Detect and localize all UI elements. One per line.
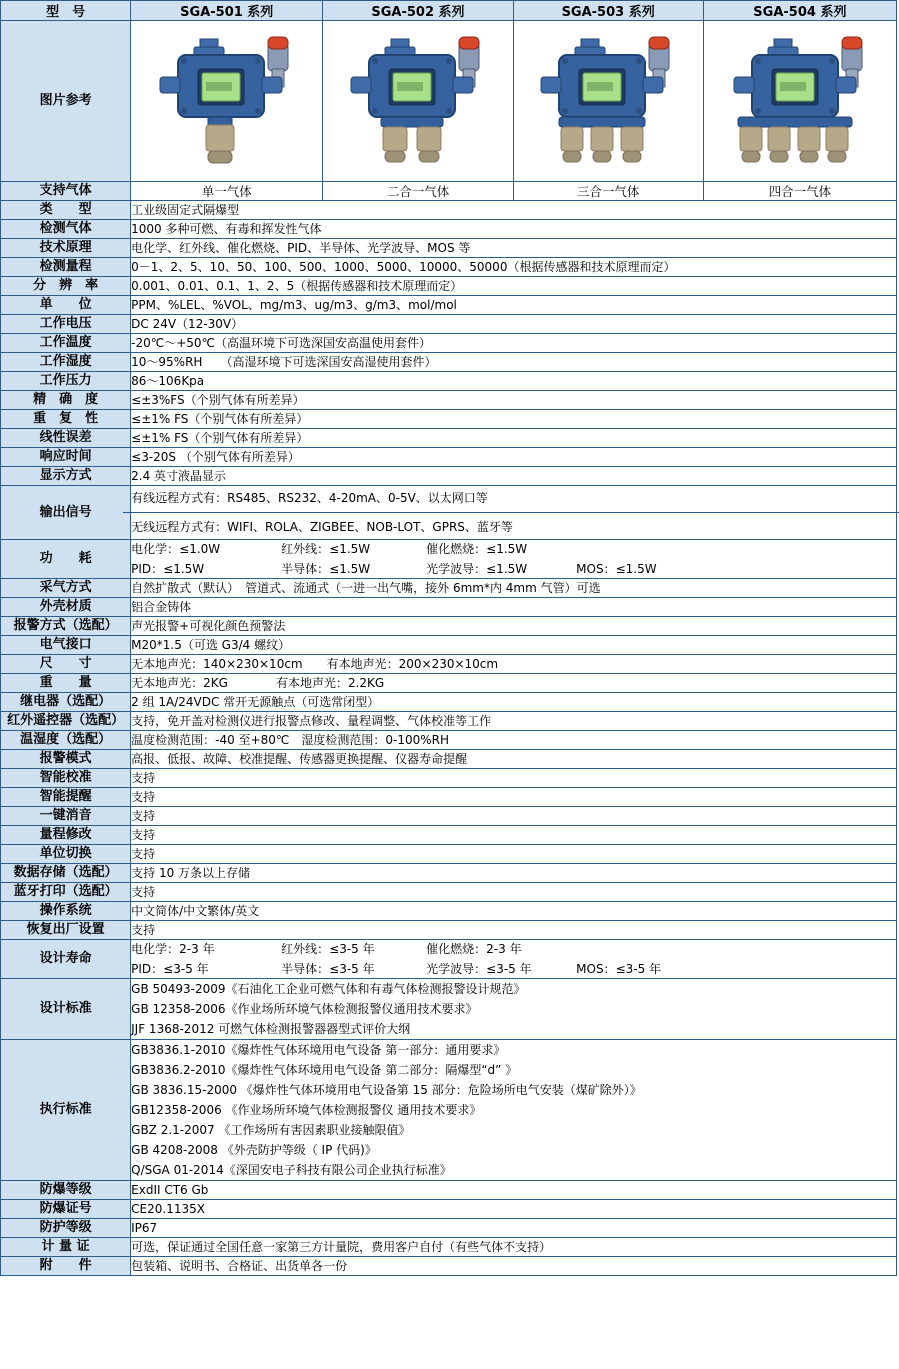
row-label: 防护等级 <box>1 1219 131 1238</box>
row-label: 数据存储（选配） <box>1 864 131 883</box>
life-item-value: ≤3-5 年 <box>486 962 532 976</box>
row-value: 无本地声光：140×230×10cm 有本地声光：200×230×10cm <box>131 655 897 674</box>
life-item-name: PID： <box>131 962 164 976</box>
table-row <box>1 391 897 410</box>
row-label: 蓝牙打印（选配） <box>1 883 131 902</box>
row-label: 工作湿度 <box>1 353 131 372</box>
life-item-value: ≤3-5 年 <box>329 942 375 956</box>
table-row <box>1 598 897 617</box>
table-row <box>1 826 897 845</box>
power-item-value: ≤1.5W <box>615 562 657 576</box>
row-value: DC 24V（12-30V） <box>131 315 897 334</box>
power-item-name: 光学波导： <box>426 562 487 576</box>
table-row <box>1 636 897 655</box>
detector-illustration-2-sensor <box>333 25 503 175</box>
output-signal-row <box>1 486 897 540</box>
row-value: 温度检测范围：-40 至+80℃ 湿度检测范围：0-100%RH <box>131 731 897 750</box>
row-value: 无本地声光：2KG 有本地声光：2.2KG <box>131 674 897 693</box>
design-life-value <box>131 940 897 979</box>
device-image-501 <box>131 21 323 182</box>
power-item-value: ≤1.5W <box>329 562 371 576</box>
table-row <box>1 921 897 940</box>
row-value: 声光报警+可视化颜色预警法 <box>131 617 897 636</box>
row-value: 可选，保证通过全国任意一家第三方计量院，费用客户自付（有些气体不支持） <box>131 1238 897 1257</box>
row-label: 重 复 性 <box>1 410 131 429</box>
row-label: 防爆等级 <box>1 1181 131 1200</box>
execution-standard-line: GB3836.2-2010《爆炸性气体环境用电气设备 第二部分：隔爆型“d” 》 <box>131 1063 518 1077</box>
life-item-value: ≤3-5 年 <box>615 962 662 976</box>
table-row <box>1 1181 897 1200</box>
detector-illustration-4-sensor <box>712 25 888 175</box>
table-row <box>1 448 897 467</box>
row-value: 自然扩散式（默认） 管道式、流通式（一进一出气嘴，接外 6mm*内 4mm 气管）可选 <box>131 579 897 598</box>
table-row <box>1 467 897 486</box>
row-label: 工作电压 <box>1 315 131 334</box>
table-row <box>1 239 897 258</box>
row-value: ≤±1% FS（个别气体有所差异） <box>131 429 897 448</box>
table-row <box>1 807 897 826</box>
row-value: 铝合金铸体 <box>131 598 897 617</box>
table-header-row <box>1 1 897 21</box>
power-item-name: 半导体： <box>281 562 330 576</box>
supported-gas-501: 单一气体 <box>131 182 323 201</box>
design-life-label: 设计寿命 <box>1 940 131 979</box>
row-label: 检测量程 <box>1 258 131 277</box>
row-label: 工作压力 <box>1 372 131 391</box>
table-row <box>1 334 897 353</box>
execution-standard-line: GB 3836.15-2000 《爆炸性气体环境用电气设备第 15 部分：危险场所电气安装（煤矿除外）》 <box>131 1083 642 1097</box>
row-label: 类 型 <box>1 201 131 220</box>
execution-standard-line: GB12358-2006 《作业场所环境气体检测报警仪 通用技术要求》 <box>131 1103 482 1117</box>
power-item-value: ≤1.5W <box>486 562 528 576</box>
supported-gas-row <box>1 182 897 201</box>
output-wireless-line: 无线远程方式有：WIFI、ROLA、ZIGBEE、NOB-LOT、GPRS、蓝牙等 <box>131 520 513 534</box>
life-item-name: 半导体： <box>281 962 330 976</box>
row-value: 支持 10 万条以上存储 <box>131 864 897 883</box>
device-image-504 <box>703 21 896 182</box>
row-value: 包装箱、说明书、合格证、出货单各一份 <box>131 1257 897 1276</box>
row-label: 采气方式 <box>1 579 131 598</box>
row-value: IP67 <box>131 1219 897 1238</box>
life-item-value: 2-3 年 <box>486 942 522 956</box>
table-row <box>1 1219 897 1238</box>
row-value: ≤3-20S （个别气体有所差异） <box>131 448 897 467</box>
power-item-name: 催化燃烧： <box>426 542 487 556</box>
life-item-name: 催化燃烧： <box>426 942 487 956</box>
design-standard-line: GB 50493-2009《石油化工企业可燃气体和有毒气体检测报警设计规范》 <box>131 982 526 996</box>
supported-gas-504: 四合一气体 <box>703 182 896 201</box>
life-item-value: ≤3-5 年 <box>329 962 375 976</box>
row-value: CE20.1135X <box>131 1200 897 1219</box>
row-value: 0－1、2、5、10、50、100、500、1000、5000、10000、50000（根据传感器和技术原理而定） <box>131 258 897 277</box>
table-row <box>1 731 897 750</box>
execution-standard-line: GBZ 2.1-2007 《工作场所有害因素职业接触限值》 <box>131 1123 411 1137</box>
row-value: 电化学、红外线、催化燃烧、PID、半导体、光学波导、MOS 等 <box>131 239 897 258</box>
execution-standard-line: GB 4208-2008 《外壳防护等级（ IP 代码)》 <box>131 1143 377 1157</box>
power-item-value: ≤1.0W <box>179 542 221 556</box>
execution-standard-value <box>131 1040 897 1181</box>
row-label: 附 件 <box>1 1257 131 1276</box>
design-standard-value <box>131 979 897 1040</box>
execution-standard-row <box>1 1040 897 1181</box>
device-image-502 <box>323 21 513 182</box>
design-life-row <box>1 940 897 979</box>
row-label: 计 量 证 <box>1 1238 131 1257</box>
row-value: PPM、%LEL、%VOL、mg/m3、ug/m3、g/m3、mol/mol <box>131 296 897 315</box>
row-value: 86～106Kpa <box>131 372 897 391</box>
row-label: 精 确 度 <box>1 391 131 410</box>
table-row <box>1 429 897 448</box>
table-row <box>1 1238 897 1257</box>
power-item-name: PID： <box>131 562 164 576</box>
row-label: 工作温度 <box>1 334 131 353</box>
supported-gas-503: 三合一气体 <box>513 182 703 201</box>
life-item-name: 红外线： <box>281 942 330 956</box>
row-value: 工业级固定式隔爆型 <box>131 201 897 220</box>
design-standard-line: GB 12358-2006《作业场所环境气体检测报警仪通用技术要求》 <box>131 1002 478 1016</box>
row-label: 显示方式 <box>1 467 131 486</box>
design-standard-row <box>1 979 897 1040</box>
row-label: 报警模式 <box>1 750 131 769</box>
row-label: 继电器（选配） <box>1 693 131 712</box>
execution-standard-line: GB3836.1-2010《爆炸性气体环境用电气设备 第一部分：通用要求》 <box>131 1043 506 1057</box>
table-row <box>1 769 897 788</box>
table-row <box>1 655 897 674</box>
table-row <box>1 788 897 807</box>
row-value: ≤±3%FS（个别气体有所差异） <box>131 391 897 410</box>
power-consumption-value <box>131 540 897 579</box>
table-row <box>1 750 897 769</box>
power-consumption-label: 功 耗 <box>1 540 131 579</box>
life-item-name: 光学波导： <box>426 962 487 976</box>
table-row <box>1 1257 897 1276</box>
row-label: 技术原理 <box>1 239 131 258</box>
detector-illustration-3-sensor <box>523 25 693 175</box>
life-item-name: MOS： <box>576 962 616 976</box>
row-value: ExdII CT6 Gb <box>131 1181 897 1200</box>
header-model-501: SGA-501 系列 <box>131 1 323 21</box>
power-consumption-row <box>1 540 897 579</box>
image-reference-label: 图片参考 <box>1 21 131 182</box>
row-label: 恢复出厂设置 <box>1 921 131 940</box>
power-item-value: ≤1.5W <box>486 542 528 556</box>
life-item-value: ≤3-5 年 <box>163 962 209 976</box>
row-value: 1000 多种可燃、有毒和挥发性气体 <box>131 220 897 239</box>
table-row <box>1 315 897 334</box>
row-label: 单 位 <box>1 296 131 315</box>
table-row <box>1 845 897 864</box>
row-label: 一键消音 <box>1 807 131 826</box>
power-item-name: MOS： <box>576 562 616 576</box>
design-standard-line: JJF 1368-2012 可燃气体检测报警器器型式评价大纲 <box>131 1022 411 1036</box>
row-label: 智能校准 <box>1 769 131 788</box>
table-row <box>1 277 897 296</box>
row-value: 支持 <box>131 845 897 864</box>
supported-gas-label: 支持气体 <box>1 182 131 201</box>
row-label: 线性误差 <box>1 429 131 448</box>
device-image-503 <box>513 21 703 182</box>
row-value: 支持 <box>131 826 897 845</box>
image-reference-row <box>1 21 897 182</box>
life-item-name: 电化学： <box>131 942 180 956</box>
table-row <box>1 220 897 239</box>
row-label: 防爆证号 <box>1 1200 131 1219</box>
row-label: 分 辨 率 <box>1 277 131 296</box>
row-value: 支持 <box>131 807 897 826</box>
power-item-name: 电化学： <box>131 542 180 556</box>
detector-illustration-1-sensor <box>142 25 312 175</box>
table-row <box>1 617 897 636</box>
table-row <box>1 1200 897 1219</box>
table-row <box>1 258 897 277</box>
table-row <box>1 353 897 372</box>
power-item-value: ≤1.5W <box>329 542 371 556</box>
output-signal-label: 输出信号 <box>1 486 131 540</box>
row-value: 支持 <box>131 921 897 940</box>
row-label: 重 量 <box>1 674 131 693</box>
table-row <box>1 372 897 391</box>
row-label: 尺 寸 <box>1 655 131 674</box>
table-row <box>1 674 897 693</box>
row-label: 温湿度（选配） <box>1 731 131 750</box>
row-value: 2 组 1A/24VDC 常开无源触点（可选常闭型） <box>131 693 897 712</box>
design-standard-label: 设计标准 <box>1 979 131 1040</box>
row-value: 10～95%RH （高湿环境下可选深国安高湿使用套件） <box>131 353 897 372</box>
table-row <box>1 712 897 731</box>
row-value: ≤±1% FS（个别气体有所差异） <box>131 410 897 429</box>
table-row <box>1 296 897 315</box>
execution-standard-label: 执行标准 <box>1 1040 131 1181</box>
row-label: 智能提醒 <box>1 788 131 807</box>
table-row <box>1 410 897 429</box>
row-label: 量程修改 <box>1 826 131 845</box>
row-label: 单位切换 <box>1 845 131 864</box>
row-value: 支持 <box>131 788 897 807</box>
row-value: 支持，免开盖对检测仪进行报警点修改、量程调整、气体校准等工作 <box>131 712 897 731</box>
table-row <box>1 902 897 921</box>
row-value: 支持 <box>131 883 897 902</box>
row-value: M20*1.5（可选 G3/4 螺纹） <box>131 636 897 655</box>
table-row <box>1 864 897 883</box>
row-value: 支持 <box>131 769 897 788</box>
row-value: 中文简体/中文繁体/英文 <box>131 902 897 921</box>
row-label: 响应时间 <box>1 448 131 467</box>
row-value: -20℃～+50℃（高温环境下可选深国安高温使用套件） <box>131 334 897 353</box>
power-item-value: ≤1.5W <box>163 562 205 576</box>
row-label: 操作系统 <box>1 902 131 921</box>
row-label: 外壳材质 <box>1 598 131 617</box>
row-label: 电气接口 <box>1 636 131 655</box>
row-value: 高报、低报、故障、校准提醒、传感器更换提醒、仪器寿命提醒 <box>131 750 897 769</box>
execution-standard-line: Q/SGA 01-2014《深国安电子科技有限公司企业执行标准》 <box>131 1163 452 1177</box>
row-label: 报警方式（选配） <box>1 617 131 636</box>
power-item-name: 红外线： <box>281 542 330 556</box>
table-row <box>1 201 897 220</box>
output-signal-value <box>131 486 897 540</box>
table-row <box>1 693 897 712</box>
output-wired-line: 有线远程方式有：RS485、RS232、4-20mA、0-5V、以太网口等 <box>123 486 899 513</box>
life-item-value: 2-3 年 <box>179 942 215 956</box>
header-model-label: 型 号 <box>1 1 131 21</box>
supported-gas-502: 二合一气体 <box>323 182 513 201</box>
row-label: 检测气体 <box>1 220 131 239</box>
row-value: 2.4 英寸液晶显示 <box>131 467 897 486</box>
header-model-502: SGA-502 系列 <box>323 1 513 21</box>
header-model-504: SGA-504 系列 <box>703 1 896 21</box>
table-row <box>1 579 897 598</box>
table-row <box>1 883 897 902</box>
header-model-503: SGA-503 系列 <box>513 1 703 21</box>
row-value: 0.001、0.01、0.1、1、2、5（根据传感器和技术原理而定） <box>131 277 897 296</box>
row-label: 红外遥控器（选配） <box>1 712 131 731</box>
